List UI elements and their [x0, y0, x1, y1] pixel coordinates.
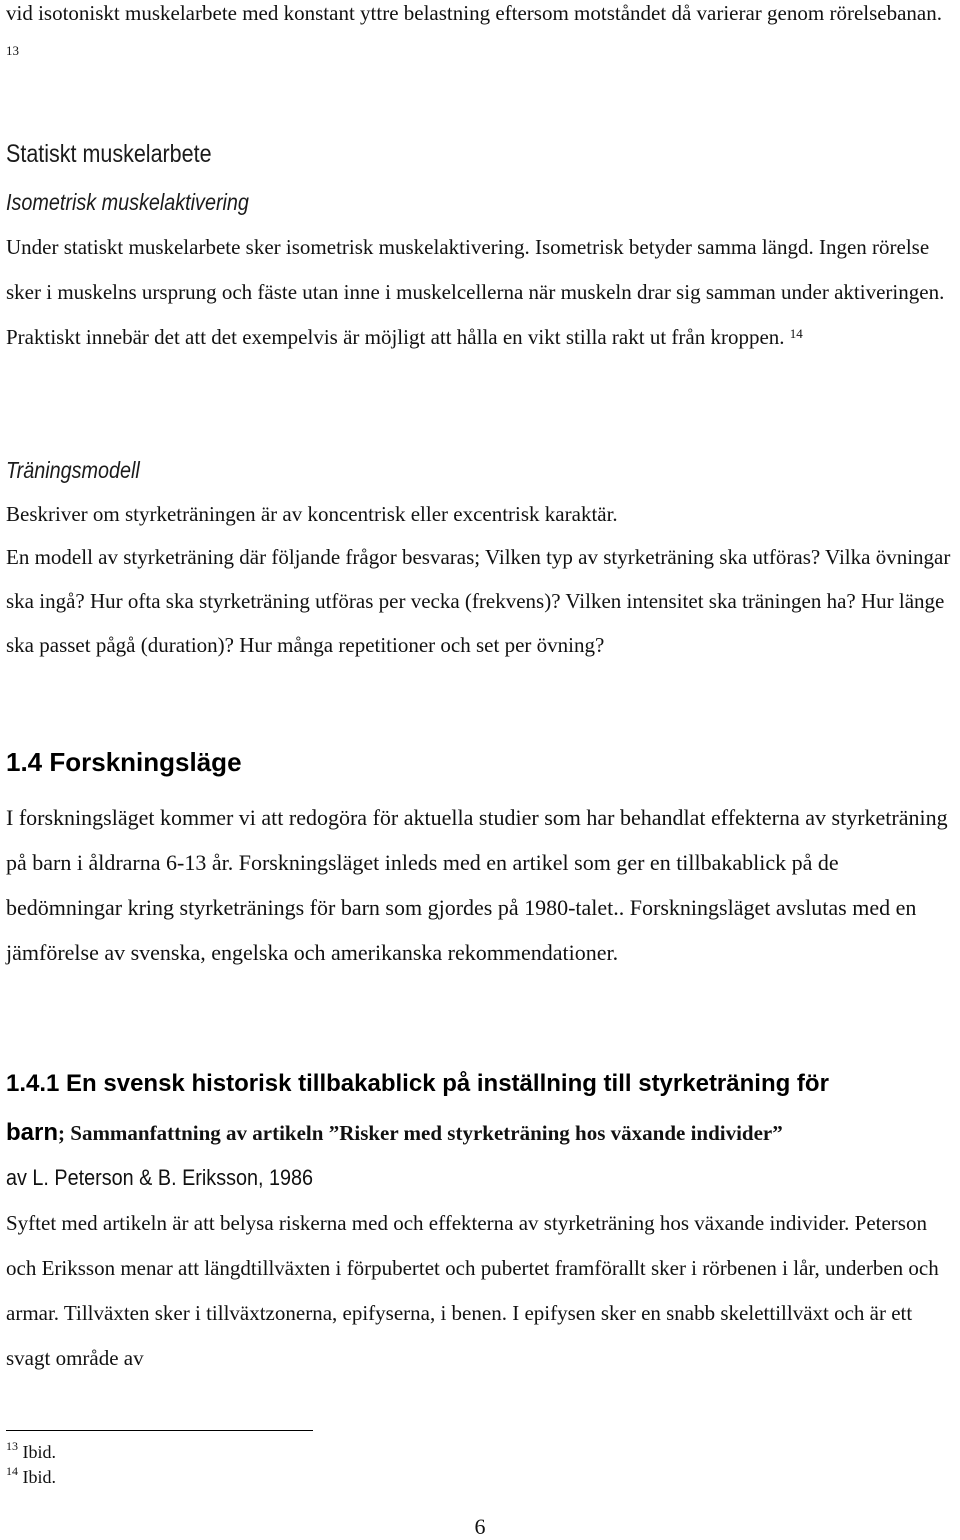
- research-heading: 1.4 Forskningsläge: [6, 747, 242, 777]
- static-paragraph-text: Under statiskt muskelarbete sker isometrisk muskelaktivering. Isometrisk betyder samma längd. Ingen rörelse sker i muskelns ursprung och fäste utan inne i muskelcellerna när muskeln drar sig samman under aktiveringen. Praktiskt innebär det att det exempelvis är möjligt att hålla en vikt stilla rakt ut från kroppen.: [6, 235, 945, 349]
- footnote-13: [6, 1439, 56, 1463]
- training-model-line1: Beskriver om styrketräningen är av koncentrisk eller excentrisk karaktär.: [6, 502, 618, 526]
- footnote-13-text: Ibid.: [22, 1442, 56, 1462]
- static-subheading: Isometrisk muskelaktivering: [6, 189, 249, 215]
- footnote-separator: [6, 1430, 313, 1431]
- research-paragraph: I forskningsläget kommer vi att redogöra för aktuella studier som har behandlat effekterna av styrketräning på barn i åldrarna 6-13 år. Forskningsläget inleds med en artikel som ger en tillbakablick på de bedömningar kring styrketränings för barn som gjordes på 1980-talet.. Forskningsläget avslutas med en jämförelse av svenska, engelska och amerikanska rekommendationer.: [6, 805, 948, 965]
- section-141-paragraph: Syftet med artikeln är att belysa riskerna med och effekterna av styrketräning hos växande individer. Peterson och Eriksson menar att längdtillväxten i förpubertet och pubertet framförallt sker i rörbenen i lår, underben och armar. Tillväxten sker i tillväxtzonerna, epifyserna, i benen. I epifysen sker en snabb skelettillväxt och är ett svagt område av: [6, 1211, 939, 1370]
- page-number: 6: [474, 1514, 486, 1539]
- section-141-heading: [6, 1062, 956, 1109]
- footnote-ref-14: 14: [789, 326, 803, 341]
- training-model-heading: Träningsmodell: [6, 457, 140, 483]
- footnote-ref-13: 13: [6, 43, 19, 58]
- footnote-14-number: 14: [6, 1464, 18, 1478]
- static-heading: Statiskt muskelarbete: [6, 140, 212, 168]
- section-141-summary-label: ; Sammanfattning av artikeln ”Risker med styrketräning hos växande individer”: [58, 1121, 783, 1145]
- training-model-paragraph: En modell av styrketräning där följande frågor besvaras; Vilken typ av styrketräning ska utföras? Vilka övningar ska ingå? Hur ofta ska styrketräning utföras per vecka (frekvens)? Vilken intensitet ska träningen ha? Hur länge ska passet pågå (duration)? Hur många repetitioner och set per övning?: [6, 545, 951, 657]
- section-141-heading-text: 1.4.1 En svensk historisk tillbakablick på inställning till styrketräning för: [6, 1070, 829, 1097]
- intro-continuation-text: vid isotoniskt muskelarbete med konstant yttre belastning eftersom motståndet då varierar genom rörelsebanan.: [6, 1, 942, 25]
- intro-continuation: [6, 0, 956, 76]
- footnote-14-text: Ibid.: [22, 1467, 56, 1487]
- static-paragraph: [6, 225, 956, 360]
- footnote-13-number: 13: [6, 1439, 18, 1453]
- section-141-authors: av L. Peterson & B. Eriksson, 1986: [6, 1165, 314, 1190]
- section-141-heading-line2: [6, 1111, 956, 1158]
- footnote-14: [6, 1464, 56, 1488]
- section-141-heading-cont: barn: [6, 1119, 59, 1146]
